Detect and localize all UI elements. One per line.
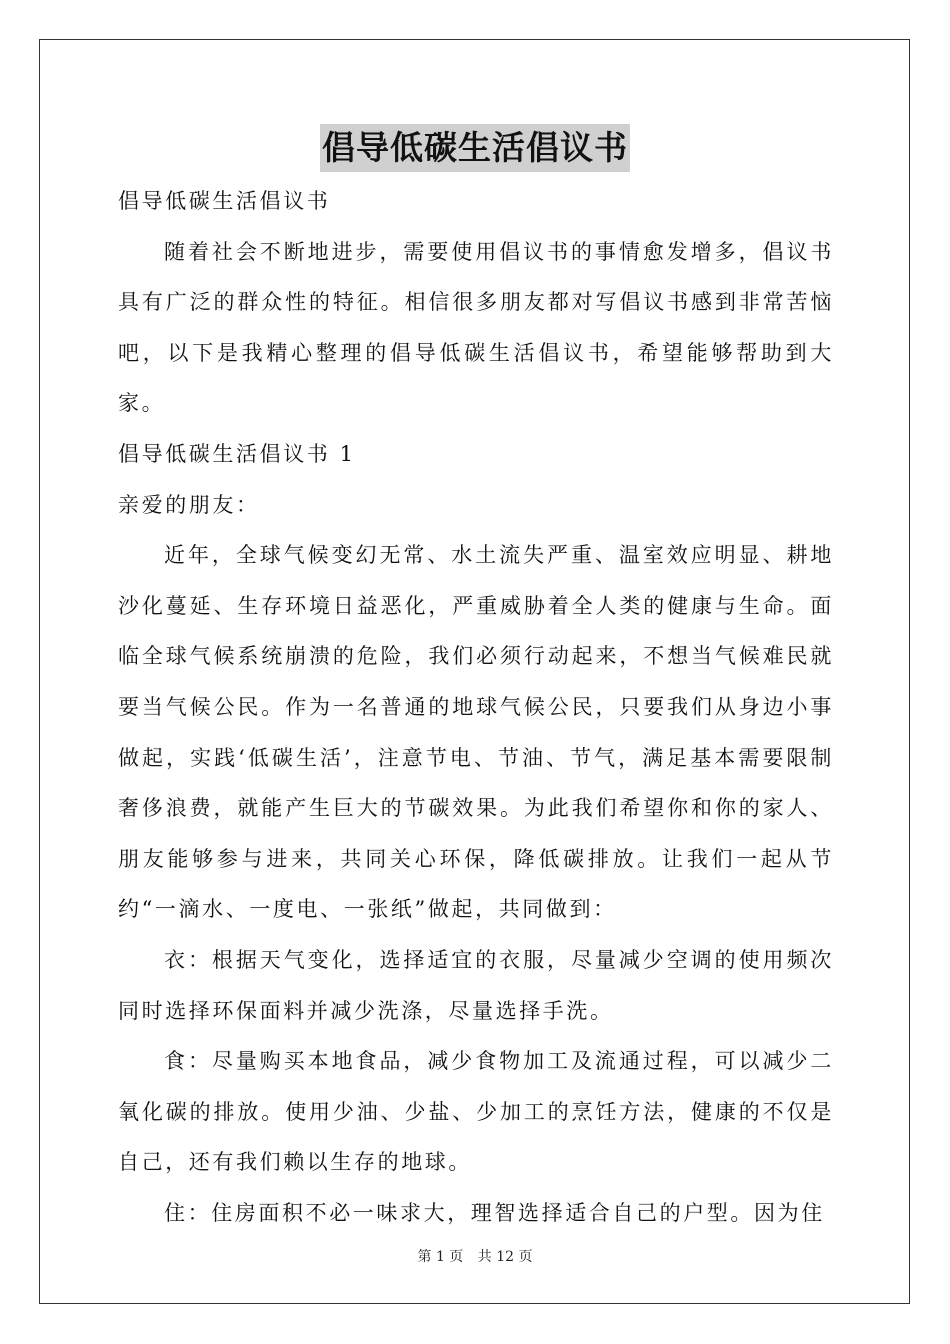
paragraph: 随着社会不断地进步，需要使用倡议书的事情愈发增多，倡议书具有广泛的群众性的特征。相信很多朋友都对写倡议书感到非常苦恼吧，以下是我精心整理的倡导低碳生活倡议书，希望能够帮助到大家。: [118, 239, 834, 416]
paragraph: 倡导低碳生活倡议书 1: [118, 441, 356, 466]
page-total: 共 12 页: [477, 1249, 533, 1265]
paragraph: 食：尽量购买本地食品，减少食物加工及流通过程，可以减少二氧化碳的排放。使用少油、少盐、少加工的烹饪方法，健康的不仅是自己，还有我们赖以生存的地球。: [118, 1049, 834, 1175]
document-body: [118, 176, 834, 1238]
paragraph: 亲爱的朋友：: [118, 492, 260, 517]
paragraph: 倡导低碳生活倡议书: [118, 189, 331, 213]
page-number: 第 1 页: [417, 1249, 464, 1265]
paragraph: 近年，全球气候变幻无常、水土流失严重、温室效应明显、耕地沙化蔓延、生存环境日益恶化，严重威胁着全人类的健康与生命。面临全球气候系统崩溃的危险，我们必须行动起来，不想当气候难民就要当气候公民。作为一名普通的地球气候公民，只要我们从身边小事做起，实践‘低碳生活’，注意节电、节油、节气，满足基本需要限制奢侈浪费，就能产生巨大的节碳效果。为此我们希望你和你的家人、朋友能够参与进来，共同关心环保，降低碳排放。让我们一起从节约“一滴水、一度电、一张纸”做起，共同做到：: [118, 543, 834, 922]
document-title-wrapper: [0, 124, 950, 172]
document-title: 倡导低碳生活倡议书: [320, 124, 630, 172]
paragraph: 住：住房面积不必一味求大，理智选择适合自己的户型。因为住: [164, 1200, 825, 1225]
page-footer: [0, 1248, 950, 1266]
paragraph: 衣：根据天气变化，选择适宜的衣服，尽量减少空调的使用频次同时选择环保面料并减少洗涤，尽量选择手洗。: [118, 947, 834, 1023]
